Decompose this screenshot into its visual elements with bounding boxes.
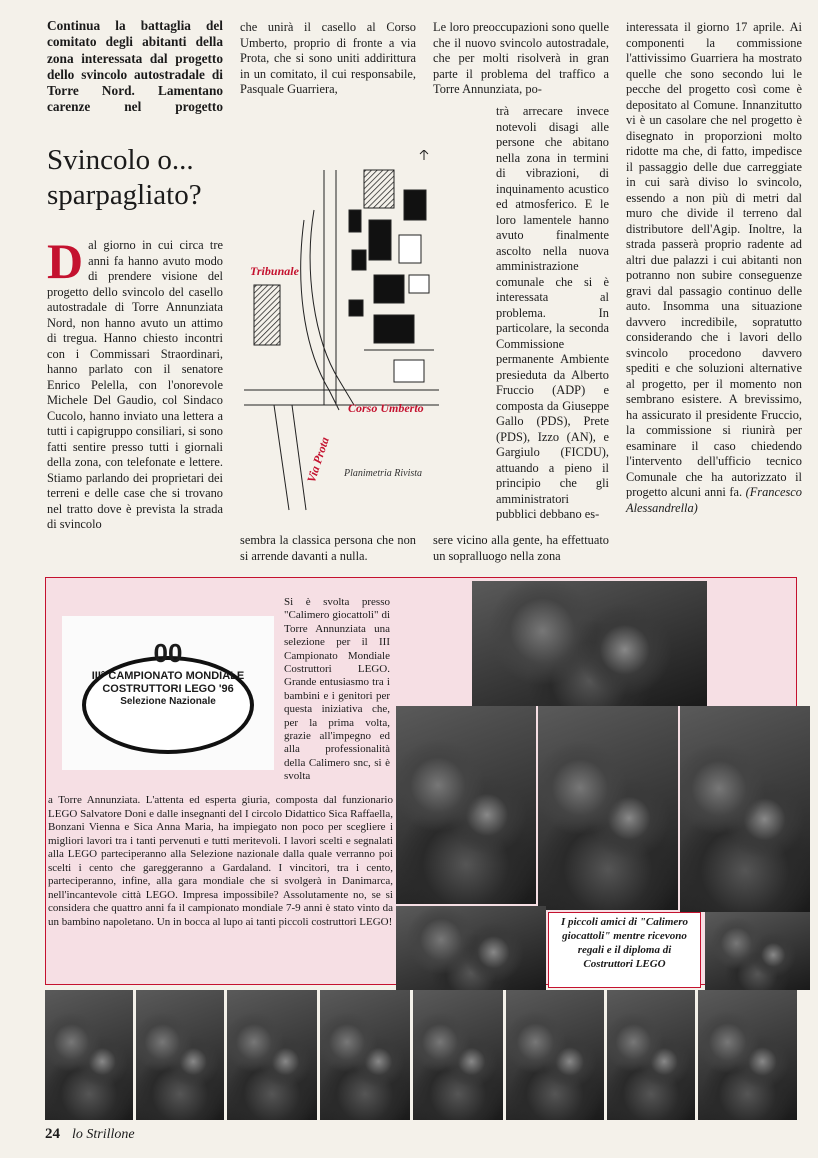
championship-badge xyxy=(82,638,254,754)
strip-photo-6 xyxy=(506,990,604,1120)
article-column-2-bottom: sembra la classica persona che non si arrende davanti a nulla. xyxy=(240,533,416,563)
photo-children-4 xyxy=(680,706,810,912)
map-signature: Planimetria Rivista xyxy=(344,468,423,479)
column-4-text: interessata il giorno 17 aprile. Ai componenti la commissione l'attivissimo Guarriera ha mostrato quelle che sono secondo lui le pecche del progetto così come è depositato al Comune. Innanzitutto vi è un casolare che nel progetto è disegnato in proporzioni molto ridotte ma che, di fatto, impedisce il passaggio delle due carreggiate in cui sarà diviso lo svincolo, essendo a non più di metri dal muro che divide il terreno dal distributore dell'Agip. Inoltre, la strada passerà proprio radente ad altri due palazzi i cui abitanti non potranno non subire conseguenze gravi dal passagio continuo delle auto. Insomma una situazione davvero incredibile, sopratutto considerando che i lavori dello svincolo procedono davvero spediti e che soluzioni alternative al progetto, per il momento non sembrano esistere. A brevissimo, ha assicurato il presidente Fruccio, la commissione si riunirà per esaminare il caso chiedendo l'intervento dell'ufficio tecnico Comunale che ha autorizzato il progetto alcuni anni fa. xyxy=(626,20,802,499)
article-headline: Svincolo o... sparpagliato? xyxy=(47,144,202,211)
photo-children-3 xyxy=(538,706,678,910)
drop-cap: D xyxy=(47,233,84,289)
badge-number: 00 xyxy=(153,638,183,668)
photo-children-2 xyxy=(396,706,536,904)
site-map xyxy=(244,150,439,525)
strip-photo-7 xyxy=(607,990,695,1120)
article-column-4 xyxy=(626,20,802,516)
page-number: 24 xyxy=(45,1126,60,1142)
strip-photo-2 xyxy=(136,990,224,1120)
badge-line-3: Selezione Nazionale xyxy=(120,696,216,707)
article-column-3-top: Le loro preoccupazioni sono quelle che il nuovo svincolo autostradale, che per molti risolverà in gran parte il problema del traffico a Torre Annunziata, po- xyxy=(433,20,609,96)
article-column-2-top: che unirà il casello al Corso Umberto, proprio di fronte a via Prota, che si sono uniti addirittura in un comitato, il cui responsabile, Pasquale Guarriera, xyxy=(240,20,416,96)
photo-children-5 xyxy=(396,906,546,990)
strip-photo-3 xyxy=(227,990,317,1120)
photo-caption-box xyxy=(548,912,701,988)
article-column-3-body: trà arrecare invece notevoli disagi alle persone che abitano nella zona in termini di vibrazioni, di inquinamento acustico ed atmosferico. E le loro lamentele hanno avuto finalmente ascolto nella nuova amministrazione comunale che si è interessata al problema. In particolare, la seconda Commissione permanente Ambiente presieduta da Alberto Fruccio (ADP) e composta da Giuseppe Gallo (PDS), Prete (PDS), Izzo (AN), e Gargiulo (FICDU), attuando a pieno il principio che gli amministratori pubblici debbano es- xyxy=(496,104,609,521)
byline: (Francesco Alessandrella) xyxy=(626,485,802,515)
strip-photo-4 xyxy=(320,990,410,1120)
lego-intro: Si è svolta presso "Calimero giocattoli" di Torre Annunziata una selezione per il III Campionato Mondiale Costruttori LEGO. Grande entusiasmo tra i bambini e i genitori per questa iniziativa che, per la prima volta, grazie all'impegno ed alla professionalità della Calimero snc, si è svolta xyxy=(284,596,390,783)
column-1-text: al giorno in cui circa tre anni fa hanno avuto modo di prendere visione del progetto dello svincolo del casello autostradale di Torre Annunziata Nord, non hanno avuto un attimo di tregua. Hanno chiesto incontri con i Commissari Straordinari, hanno parlato con il senatore Enrico Pelella, con l'onorevole Michele Del Gaudio, col Sindaco Cucolo, hanno inviato una lettera a tutti i capigruppo consiliari, si sono fatti sentire presso tutti i giornali della zona, con telefonate e lettere. Stiamo parlando dei proprietari dei terreni e delle case che si trovano nel tratto dove è prevista la strada di svincolo xyxy=(47,238,223,531)
label-corso-umberto: Corso Umberto xyxy=(348,401,424,415)
badge-line-2: COSTRUTTORI LEGO '96 xyxy=(102,683,234,695)
photo-children-1 xyxy=(472,581,707,706)
magazine-name: lo Strillone xyxy=(72,1127,135,1142)
article-column-3-bottom: sere vicino alla gente, ha effettuato un sopralluogo nella zona xyxy=(433,533,609,563)
article-lead: Continua la battaglia del comitato degli abitanti della zona interessata dal progetto dello svincolo autostradale di Torre Nord. Lamentano carenze nel progetto xyxy=(47,18,223,115)
photo-caption: I piccoli amici di "Calimero giocattoli" mentre ricevono regali e il diploma di Costruttori LEGO xyxy=(560,916,689,970)
strip-photo-5 xyxy=(413,990,503,1120)
strip-photo-8 xyxy=(698,990,797,1120)
photo-children-6 xyxy=(705,912,810,990)
lego-logo xyxy=(62,616,274,770)
strip-photo-1 xyxy=(45,990,133,1120)
label-tribunale: Tribunale xyxy=(250,264,299,278)
article-column-1 xyxy=(47,233,223,533)
badge-line-1: III° CAMPIONATO MONDIALE xyxy=(91,670,245,682)
label-via-prota: Via Prota xyxy=(304,435,332,485)
lego-body: a Torre Annunziata. L'attenta ed esperta giuria, composta dal funzionario LEGO Salvatore Doni e dalle insegnanti del I circolo Didattico Sica Raffaella, Bonzani Vienna e Sica Anna Maria, ha impiegato non poco per scegliere i migliori lavori tra i tanti pervenuti e tutti meritevoli. I lavori scelti e segnalati alla LEGO parteciperanno alla Selezione nazionale dalla quale verranno poi scelti i cento che gareggeranno a Gardaland. I vincitori, tra i cento, parteciperanno, infine, alla gara mondiale che si svolgerà in Danimarca, nell'incantevole città LEGO. Impresa impossibile? Assolutamente no, se si considera che quattro anni fa il campionato mondiale 7-9 anni è stato vinto da un bambino napoletano. Un in bocca al lupo ai tanti piccoli costruttori LEGO! xyxy=(48,794,393,928)
